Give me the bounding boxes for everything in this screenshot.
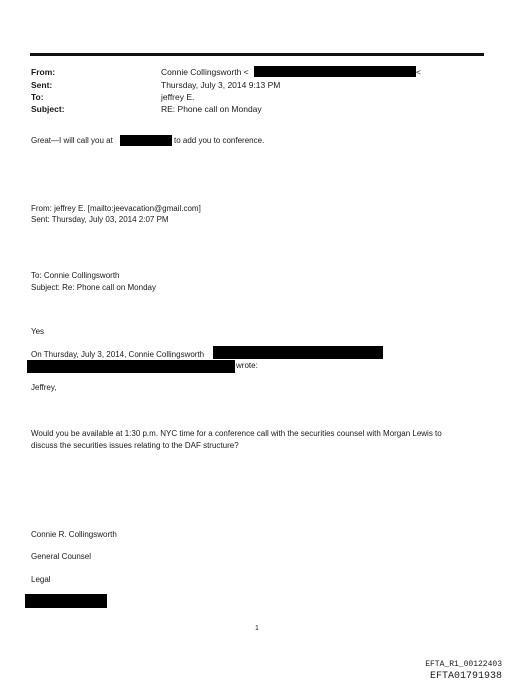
to-label: To: [31, 92, 44, 102]
body-paragraph-line-2: discuss the securities issues relating to the DAF structure? [31, 441, 239, 450]
from-close-bracket: < [416, 67, 421, 77]
bates-number-2: EFTA01791938 [429, 671, 502, 682]
header-rule [30, 53, 484, 56]
quoted-from: From: jeffrey E. [mailto:jeevacation@gmail.com] [31, 204, 201, 213]
redaction-bar [213, 346, 383, 359]
subject-label: Subject: [31, 104, 65, 114]
wrote-text: wrote: [236, 361, 258, 370]
attribution-line: On Thursday, July 3, 2014, Connie Collingsworth [31, 350, 205, 359]
signature-name: Connie R. Collingsworth [31, 530, 117, 539]
reply-text-end: to add you to conference. [174, 136, 265, 145]
quoted-sent: Sent: Thursday, July 03, 2014 2:07 PM [31, 215, 169, 224]
subject-value: RE: Phone call on Monday [161, 104, 262, 114]
redaction-bar [27, 360, 235, 373]
to-value: jeffrey E. [161, 92, 195, 102]
reply-text-start: Great—I will call you at [31, 136, 113, 145]
redaction-bar [254, 66, 416, 77]
from-value: Connie Collingsworth < [161, 67, 249, 77]
signature-department: Legal [31, 575, 51, 584]
yes-text: Yes [31, 327, 45, 336]
body-paragraph-line-1: Would you be available at 1:30 p.m. NYC time for a conference call with the securities counsel with Morgan Lewis to [31, 429, 442, 438]
sent-value: Thursday, July 3, 2014 9:13 PM [161, 80, 281, 90]
page-number: 1 [255, 625, 259, 632]
quoted-subject: Subject: Re: Phone call on Monday [31, 283, 156, 292]
from-label: From: [31, 67, 56, 77]
quoted-to: To: Connie Collingsworth [31, 271, 120, 280]
signature-title: General Counsel [31, 552, 92, 561]
sent-label: Sent: [31, 80, 53, 90]
bates-number-1: EFTA_R1_00122403 [425, 660, 502, 669]
redaction-bar [25, 594, 107, 608]
redaction-bar [120, 135, 172, 146]
greeting: Jeffrey, [31, 383, 57, 392]
